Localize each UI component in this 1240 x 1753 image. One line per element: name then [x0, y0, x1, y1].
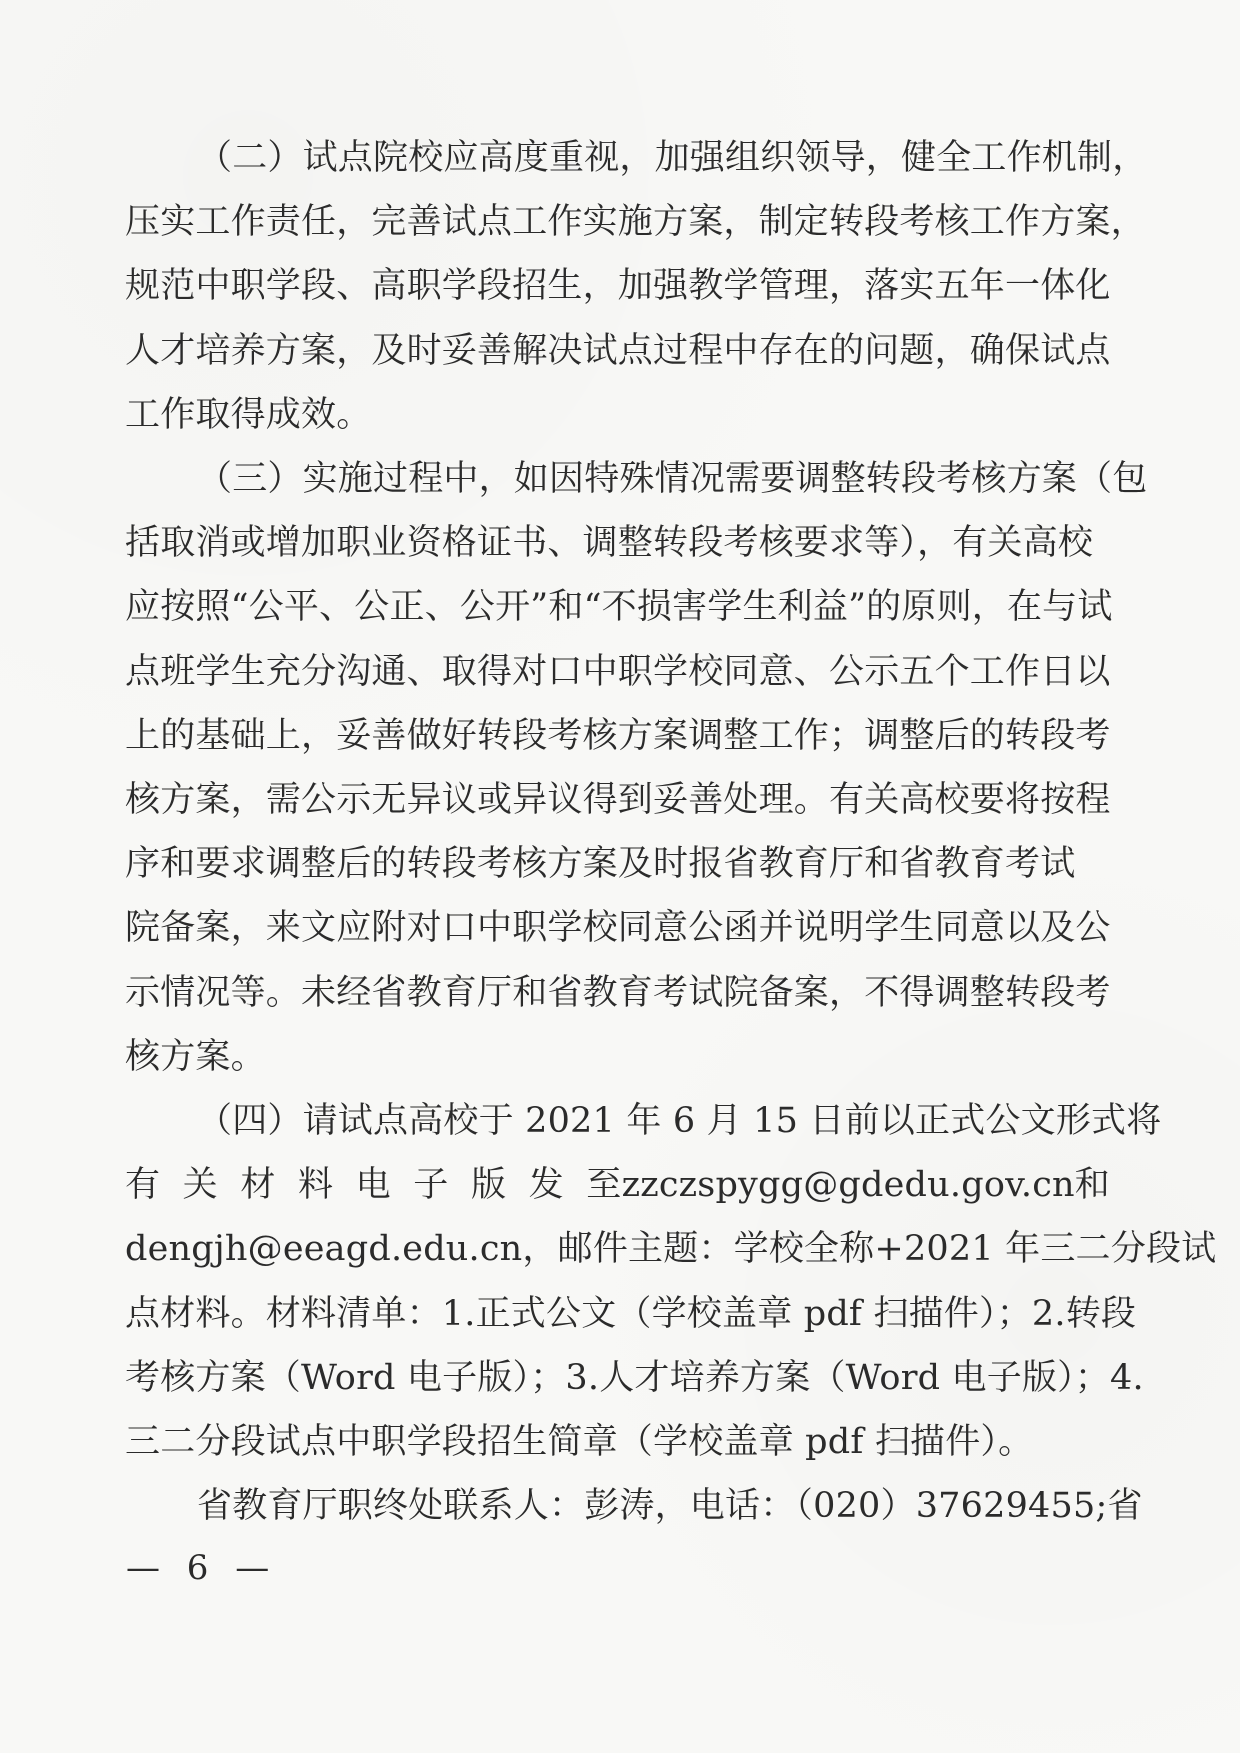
paragraph-line: 核方案。 — [125, 1036, 266, 1077]
paragraph-line: 考核方案（Word 电子版）；3.人才培养方案（Word 电子版）；4. — [125, 1357, 1144, 1398]
paragraph-line: 人才培养方案，及时妥善解决试点过程中存在的问题，确保试点 — [125, 330, 1111, 371]
spaced-character: 版 — [470, 1165, 507, 1206]
paragraph-2 — [125, 126, 1148, 447]
paragraph-line: 三二分段试点中职学段招生简章（学校盖章 pdf 扫描件）。 — [125, 1422, 1034, 1463]
spaced-text — [125, 1153, 622, 1217]
paragraph-5 — [125, 1474, 1143, 1538]
paragraph-line: 工作取得成效。 — [125, 394, 372, 435]
spaced-character: 电 — [355, 1165, 391, 1206]
paragraph-line: （三）实施过程中，如因特殊情况需要调整转段考核方案（包 — [197, 459, 1148, 500]
paragraph-line: （二）试点院校应高度重视，加强组织领导，健全工作机制， — [197, 138, 1148, 178]
paragraph-line: 序和要求调整后的转段考核方案及时报省教育厅和省教育考试 — [125, 844, 1076, 885]
paragraph-line: 点材料。材料清单：1.正式公文（学校盖章 pdf 扫描件）；2.转段 — [125, 1293, 1137, 1334]
line-end-text: 和 — [1074, 1165, 1110, 1206]
paragraph-line: 上的基础上，妥善做好转段考核方案调整工作；调整后的转段考 — [125, 715, 1111, 756]
email-address: zzczspygg@gdedu.gov.cn — [621, 1165, 1075, 1206]
page-number: — 6 — — [126, 1548, 278, 1588]
paragraph-3 — [125, 447, 1148, 1089]
paragraph-line: 括取消或增加职业资格证书、调整转段考核要求等），有关高校 — [125, 523, 1094, 564]
spaced-character: 有 — [125, 1165, 161, 1206]
spaced-character: 材 — [240, 1165, 276, 1206]
spaced-character: 至 — [586, 1165, 622, 1206]
paragraph-line: 核方案，需公示无异议或异议得到妥善处理。有关高校要将按程 — [125, 780, 1111, 821]
paragraph-line: 规范中职学段、高职学段招生，加强教学管理，落实五年一体化 — [125, 266, 1111, 307]
paragraph-line: dengjh@eeagd.edu.cn，邮件主题：学校全称+2021 年三二分段试 — [125, 1229, 1217, 1270]
paragraph-line: 院备案，来文应附对口中职学校同意公函并说明学生同意以及公 — [125, 908, 1111, 949]
paragraph-line: 示情况等。未经省教育厅和省教育考试院备案，不得调整转段考 — [125, 972, 1111, 1013]
paragraph-line: （四）请试点高校于 2021 年 6 月 15 日前以正式公文形式将 — [197, 1101, 1162, 1142]
email-line — [125, 1153, 1110, 1217]
paragraph-4 — [125, 1089, 1217, 1474]
spaced-character: 关 — [182, 1165, 218, 1206]
paragraph-line: 点班学生充分沟通、取得对口中职学校同意、公示五个工作日以 — [125, 651, 1111, 692]
paragraph-line: 压实工作责任，完善试点工作实施方案，制定转段考核工作方案， — [125, 202, 1146, 243]
spaced-character: 料 — [297, 1165, 334, 1206]
spaced-character: 发 — [528, 1165, 564, 1206]
paragraph-line: 省教育厅职终处联系人：彭涛，电话：（020）37629455;省 — [197, 1486, 1143, 1527]
paragraph-line: 应按照“公平、公正、公开”和“不损害学生利益”的原则，在与试 — [125, 587, 1113, 628]
spaced-character: 子 — [413, 1165, 449, 1206]
document-body — [125, 126, 1217, 1538]
